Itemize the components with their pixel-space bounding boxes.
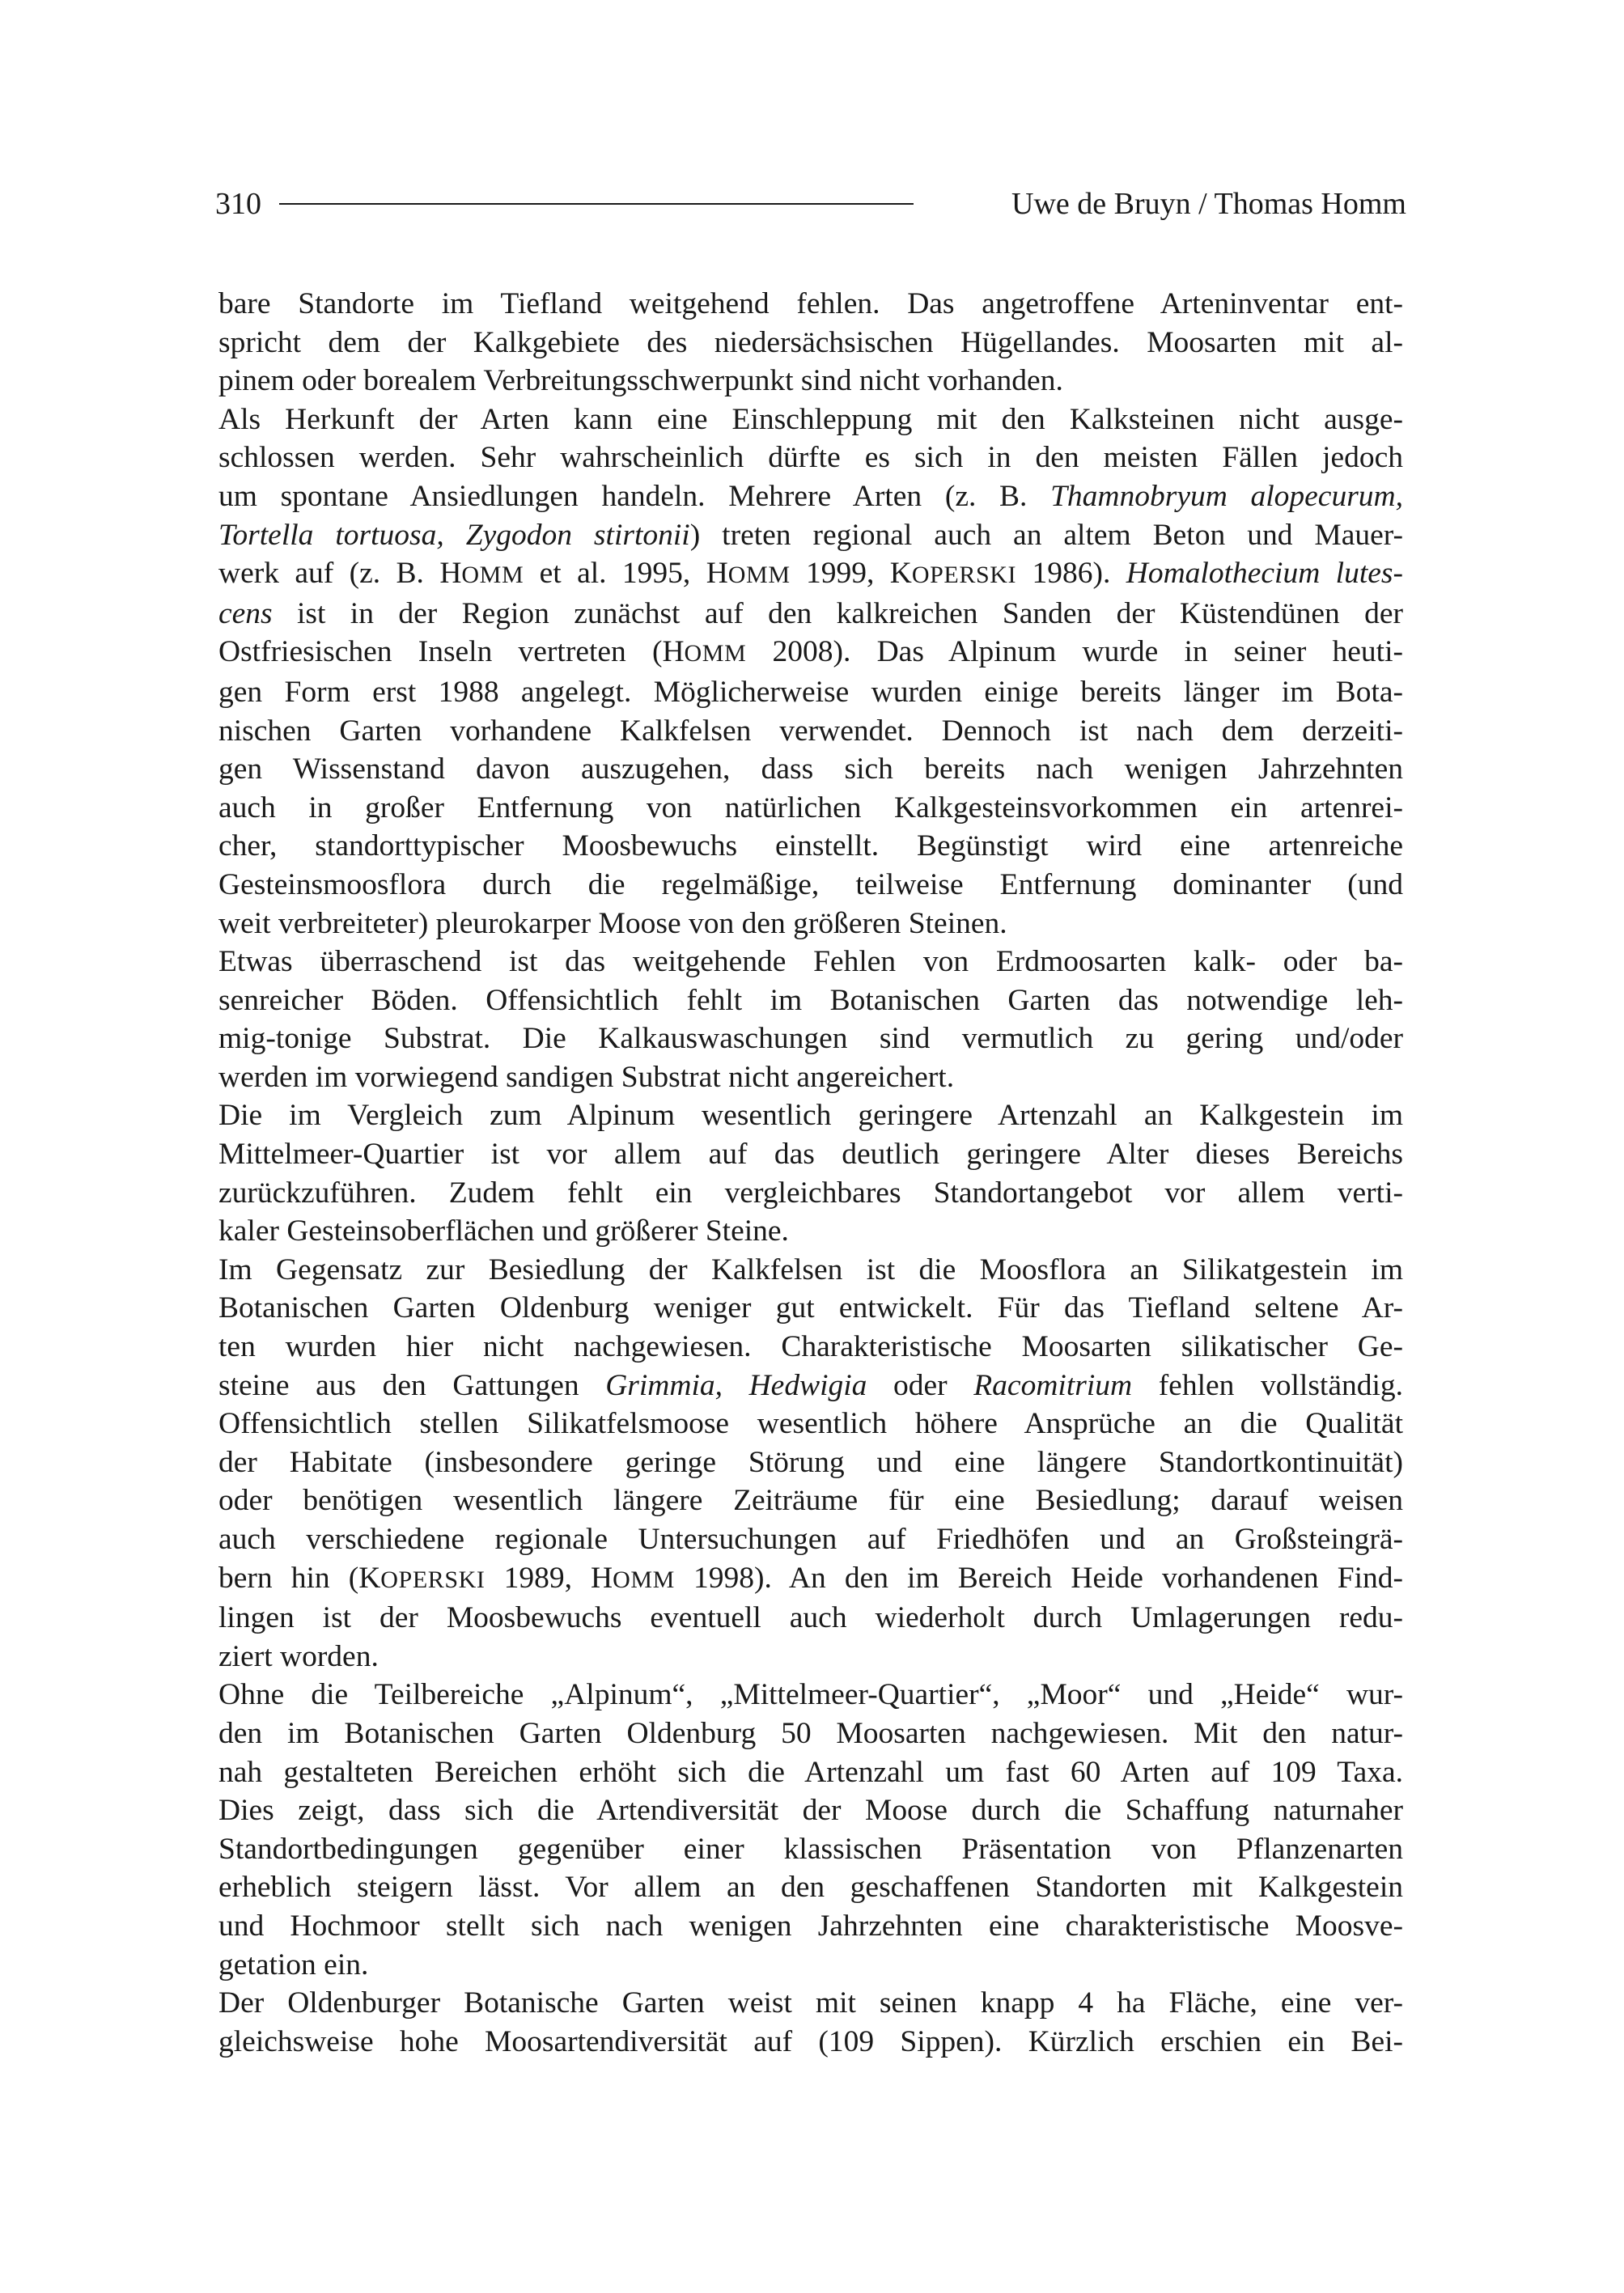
author-citation: H — [439, 557, 462, 591]
text-line — [218, 1753, 1403, 1792]
text-run: fehlen vollständig. — [1132, 1368, 1404, 1402]
text-run: auch in großer Entfernung von natürlichen Kalkgesteinsvorkommen ein artenrei- — [218, 790, 1403, 824]
paragraph — [218, 401, 1403, 943]
text-run: um spontane Ansiedlungen handeln. Mehrere Arten (z. B. — [218, 479, 1051, 513]
author-citation: H — [591, 1561, 613, 1595]
text-run: gen Wissenstand davon auszugehen, dass sich bereits nach wenigen Jahrzehnten — [218, 752, 1403, 786]
text-run: nischen Garten vorhandene Kalkfelsen verwendet. Dennoch ist nach dem derzeiti- — [218, 714, 1403, 748]
text-line — [218, 1676, 1403, 1714]
text-run: Im Gegensatz zur Besiedlung der Kalkfelsen ist die Moosflora an Silikatgestein im — [218, 1252, 1403, 1286]
text-run: mig-tonige Substrat. Die Kalkauswaschungen sind vermutlich zu gering und/oder — [218, 1022, 1403, 1056]
text-run: weit verbreiteter) pleurokarper Moose von den größeren Steinen. — [218, 906, 1007, 940]
text-run: ziert worden. — [218, 1639, 379, 1673]
running-title: Uwe de Bruyn / Thomas Homm — [1011, 187, 1406, 221]
text-line — [218, 1019, 1403, 1058]
text-run: senreicher Böden. Offensichtlich fehlt im Botanischen Garten das notwendige leh- — [218, 983, 1403, 1017]
text-line — [218, 477, 1403, 516]
text-line — [218, 1096, 1403, 1135]
text-line — [218, 1559, 1403, 1600]
text-line — [218, 712, 1403, 751]
text-run: Die im Vergleich zum Alpinum wesentlich geringere Artenzahl an Kalkgestein im — [218, 1099, 1403, 1133]
text-run: Als Herkunft der Arten kann eine Einschleppung mit den Kalksteinen nicht ausge- — [218, 402, 1403, 436]
text-line — [218, 981, 1403, 1020]
text-run: oder — [867, 1368, 974, 1402]
text-line — [218, 362, 1403, 401]
text-line — [218, 1791, 1403, 1830]
text-line — [218, 905, 1403, 943]
text-run: schlossen werden. Sehr wahrscheinlich dürfte es sich in den meisten Fällen jedoch — [218, 441, 1403, 475]
text-line — [218, 1251, 1403, 1290]
text-run: pinem oder borealem Verbreitungsschwerpunkt sind nicht vorhanden. — [218, 364, 1063, 398]
text-run: werk auf (z. B. — [218, 557, 440, 591]
text-line — [218, 1135, 1403, 1174]
text-run: Botanischen Garten Oldenburg weniger gut entwickelt. Für das Tiefland seltene Ar- — [218, 1291, 1403, 1325]
text-run: den im Botanischen Garten Oldenburg 50 Moosarten nachgewiesen. Mit den natur- — [218, 1716, 1403, 1750]
text-run: spricht dem der Kalkgebiete des niedersächsischen Hügellandes. Moosarten mit al- — [218, 325, 1403, 359]
text-line — [218, 673, 1403, 712]
page-number: 310 — [215, 187, 261, 221]
text-line — [218, 1289, 1403, 1328]
text-run: bare Standorte im Tiefland weitgehend fehlen. Das angetroffene Arteninventar ent- — [218, 287, 1403, 320]
text-run: Mittelmeer-Quartier ist vor allem auf das deutlich geringere Alter dieses Bereichs — [218, 1138, 1403, 1172]
text-run: 1999, — [790, 557, 890, 591]
text-run: 1986). — [1016, 557, 1126, 591]
paragraph — [218, 285, 1403, 401]
text-run: et al. 1995, — [524, 557, 706, 591]
text-line — [218, 439, 1403, 477]
text-run: Der Oldenburger Botanische Garten weist mit seinen knapp 4 ha Fläche, eine ver- — [218, 1986, 1403, 2020]
text-line — [218, 1367, 1403, 1405]
italic-species-name: cens — [218, 596, 273, 630]
author-citation: OPERSKI — [911, 562, 1017, 589]
italic-species-name: Homalothecium lutes- — [1126, 557, 1403, 591]
text-run: 1989, — [485, 1561, 592, 1595]
author-citation: K — [358, 1561, 381, 1595]
text-line — [218, 2023, 1403, 2062]
text-run: 1998). An den im Bereich Heide vorhandenen Find- — [674, 1561, 1403, 1595]
text-run: ist in der Region zunächst auf den kalkreichen Sanden der Küstendünen der — [272, 596, 1403, 630]
author-citation: OMM — [727, 562, 791, 589]
text-run: oder benötigen wesentlich längere Zeiträume für eine Besiedlung; darauf weisen — [218, 1484, 1403, 1518]
text-line — [218, 1174, 1403, 1213]
italic-species-name: Racomitrium — [973, 1368, 1133, 1402]
text-run: Gesteinsmoosflora durch die regelmäßige, teilweise Entfernung dominanter (und — [218, 867, 1403, 901]
text-line — [218, 750, 1403, 789]
text-line — [218, 595, 1403, 634]
text-line — [218, 827, 1403, 866]
paragraph — [218, 1676, 1403, 1984]
body-text — [218, 285, 1403, 2061]
text-run: zurückzuführen. Zudem fehlt ein vergleichbares Standortangebot vor allem verti- — [218, 1176, 1403, 1210]
text-run: werden im vorwiegend sandigen Substrat nicht angereichert. — [218, 1060, 955, 1094]
text-line — [218, 324, 1403, 362]
text-run: Ostfriesischen Inseln vertreten ( — [218, 635, 663, 669]
header-rule — [279, 203, 914, 205]
text-line — [218, 1212, 1403, 1251]
author-citation: OMM — [613, 1566, 675, 1593]
author-citation: K — [889, 557, 912, 591]
text-line — [218, 1638, 1403, 1676]
text-run: cher, standorttypischer Moosbewuchs einstellt. Begünstigt wird eine artenreiche — [218, 829, 1403, 863]
author-citation: H — [706, 557, 728, 591]
text-line — [218, 1058, 1403, 1097]
text-line — [218, 1946, 1403, 1985]
paragraph — [218, 1096, 1403, 1250]
italic-species-name: Tortella tortuosa, Zygodon stirtonii — [218, 518, 690, 552]
text-line — [218, 1520, 1403, 1559]
text-line — [218, 633, 1403, 673]
text-run: getation ein. — [218, 1948, 369, 1981]
paragraph — [218, 943, 1403, 1096]
text-line — [218, 1443, 1403, 1482]
paragraph — [218, 1984, 1403, 2061]
text-run: auch verschiedene regionale Untersuchungen auf Friedhöfen und an Großsteingrä- — [218, 1523, 1403, 1556]
italic-species-name: Thamnobryum alopecurum, — [1050, 479, 1403, 513]
text-run: Standortbedingungen gegenüber einer klassischen Präsentation von Pflanzenarten — [218, 1832, 1403, 1866]
text-line — [218, 789, 1403, 828]
text-run: nah gestalteten Bereichen erhöht sich die Artenzahl um fast 60 Arten auf 109 Taxa. — [218, 1755, 1403, 1789]
text-line — [218, 1599, 1403, 1638]
text-line — [218, 1405, 1403, 1443]
text-line — [218, 401, 1403, 439]
text-line — [218, 1907, 1403, 1946]
text-run: Dies zeigt, dass sich die Artendiversität der Moose durch die Schaffung naturnaher — [218, 1794, 1403, 1828]
author-citation: OPERSKI — [380, 1566, 486, 1593]
text-line — [218, 516, 1403, 555]
text-run: Offensichtlich stellen Silikatfelsmoose wesentlich höhere Ansprüche an die Qualität — [218, 1407, 1403, 1441]
text-run: gen Form erst 1988 angelegt. Möglicherweise wurden einige bereits länger im Bota- — [218, 675, 1403, 709]
text-run: kaler Gesteinsoberflächen und größerer Steine. — [218, 1214, 789, 1248]
text-run: Ohne die Teilbereiche „Alpinum“, „Mittelmeer-Quartier“, „Moor“ und „Heide“ wur- — [218, 1678, 1403, 1712]
page-header — [215, 180, 1406, 228]
text-line — [218, 1714, 1403, 1753]
text-line — [218, 1328, 1403, 1367]
text-line — [218, 285, 1403, 324]
text-line — [218, 943, 1403, 981]
text-run: lingen ist der Moosbewuchs eventuell auch wiederholt durch Umlagerungen redu- — [218, 1601, 1403, 1635]
text-run: ten wurden hier nicht nachgewiesen. Charakteristische Moosarten silikatischer Ge- — [218, 1330, 1403, 1364]
text-run: erheblich steigern lässt. Vor allem an den geschaffenen Standorten mit Kalkgestein — [218, 1871, 1403, 1905]
text-run: der Habitate (insbesondere geringe Störung und eine längere Standortkontinuität) — [218, 1445, 1403, 1479]
text-run: 2008). Das Alpinum wurde in seiner heuti- — [746, 635, 1403, 669]
text-run: ) treten regional auch an altem Beton und Mauer- — [689, 518, 1404, 552]
author-citation: OMM — [684, 640, 747, 668]
author-citation: H — [662, 635, 685, 669]
italic-species-name: Grimmia, Hedwigia — [605, 1368, 867, 1402]
text-line — [218, 1830, 1403, 1869]
author-citation: OMM — [461, 562, 524, 589]
text-line — [218, 1868, 1403, 1907]
text-line — [218, 1984, 1403, 2023]
text-line — [218, 1481, 1403, 1520]
text-line — [218, 554, 1403, 595]
text-line — [218, 866, 1403, 905]
text-run: und Hochmoor stellt sich nach wenigen Jahrzehnten eine charakteristische Moosve- — [218, 1909, 1403, 1943]
paragraph — [218, 1251, 1403, 1676]
text-run: steine aus den Gattungen — [218, 1368, 606, 1402]
text-run: gleichsweise hohe Moosartendiversität auf (109 Sippen). Kürzlich erschien ein Bei- — [218, 2024, 1403, 2058]
text-run: bern hin ( — [218, 1561, 359, 1595]
text-run: Etwas überraschend ist das weitgehende Fehlen von Erdmoosarten kalk- oder ba- — [218, 945, 1403, 979]
